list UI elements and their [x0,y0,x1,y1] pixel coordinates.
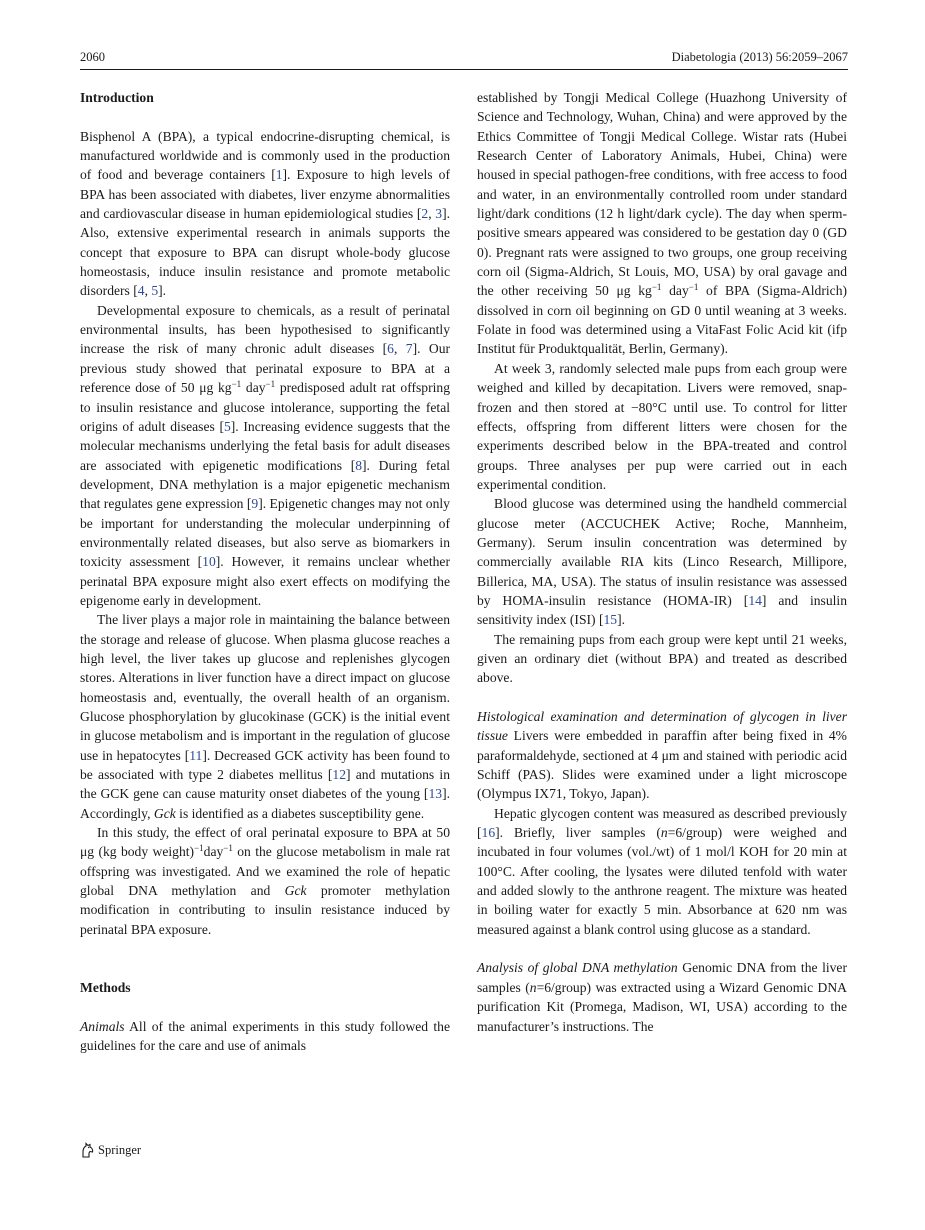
ref-link[interactable]: 7 [405,341,413,357]
methods-paragraph-glycogen: Hepatic glycogen content was measured as described previously [16]. Briefly, liver samples (n=6/group) were weighed and incubated in four volumes (vol./wt) of 1 mol/l KOH for 20 min at 100°C. After cooling, the lysates were diluted tenfold with water and added slowly to the anthrone reagent. The mixture was heated in boiling water for exactly 5 min. Absorbance at 620 nm was measured against a blank control using glucose as a standard. [477,805,847,937]
ref-link[interactable]: 1 [275,167,283,183]
histology-label: Histological examination and determination of glycogen in liver tissue [477,709,847,744]
methods-heading: Methods [80,979,131,995]
methods-paragraph-glucose: Blood glucose was determined using the handheld commercial glucose meter (ACCUCHEK Active; Roche, Mannheim, Germany). Serum insulin concentration was determined by commercially available RIA kits (Linco Research, Millipore, Billerica, MA, USA). The status of insulin resistance was assessed by HOMA-insulin resistance (HOMA-IR) [14] and insulin sensitivity index (ISI) [15]. [477,496,847,628]
journal-citation: Diabetologia (2013) 56:2059–2067 [671,50,848,64]
intro-paragraph-4: In this study, the effect of oral perinatal exposure to BPA at 50 μg (kg body weight)$^{-1}$day$^{-1}$ on the glucose metabolism in male rat offspring was investigated. And we examined the role of hepatic global DNA methylation and Gck promoter methylation modification in contributing to insulin resistance induced by perinatal BPA exposure. [80,825,450,937]
ref-link[interactable]: 12 [332,767,347,783]
ref-link[interactable]: 6 [387,341,394,357]
ref-link[interactable]: 16 [481,825,496,841]
ref-link[interactable]: 8 [355,457,363,473]
right-column [477,88,847,1036]
methods-paragraph-week3: At week 3, randomly selected male pups from each group were weighed and killed by decapitation. Livers were removed, snap-frozen and then stored at −80°C until use. To control for litter effects, offspring from different litters were chosen for the experiments described below in the BPA-treated and control groups. Three analyses per pup were carried out in each experimental condition. [477,360,847,492]
header-rule [80,69,848,70]
animals-label: Animals [80,1018,125,1034]
ref-link[interactable]: 5 [151,283,159,299]
dna-methylation-label: Analysis of global DNA methylation [477,960,678,976]
ref-link[interactable]: 3 [435,206,443,222]
ref-link[interactable]: 13 [428,786,443,802]
intro-paragraph-2: Developmental exposure to chemicals, as a result of perinatal environmental insults, has been hypothesised to significantly increase the risk of many chronic adult diseases [6, 7]. Our previous study showed that perinatal exposure to BPA at a reference dose of 50 μg $kg^{-1}$ day$^{-1}$ predisposed adult rat offspring to insulin resistance and glucose intolerance, supporting the fetal origins of adult diseases [5]. Increasing evidence suggests that the molecular mechanisms underlying the fetal basis for adult diseases are associated with epigenetic modifications [8]. During fetal development, DNA methylation is a major epigenetic mechanism that regulates gene expression [9]. Epigenetic changes may not only be important for understanding the molecular underpinning of environmentally related diseases, but also serve as biomarkers in toxicity assessment [10]. However, it remains unclear whether perinatal BPA exposure might also exert effects on modifying the epigenome early in development. [80,302,451,608]
intro-paragraph-3: The liver plays a major role in maintaining the balance between the storage and release of glucose. When plasma glucose reaches a high level, the liver takes up glucose and replenishes glycogen stores. Alterations in liver function have a direct impact on glucose homeostasis and, eventually, the overall health of an organism. Glucose phosphorylation by glucokinase (GCK) is the initial event in glucose metabolism and is important in the regulation of glucose use in hepatocytes [11]. Decreased GCK activity has been found to be associated with type 2 diabetes mellitus [12] and mutations in the GCK gene can cause maturity onset diabetes of the young [13]. Accordingly, Gck is identified as a diabetes susceptibility gene. [80,612,450,821]
intro-paragraph-1: Bisphenol A (BPA), a typical endocrine-disrupting chemical, is manufactured worldwide and is commonly used in the production of food and beverage containers [1]. Exposure to high levels of BPA has been associated with diabetes, liver enzyme abnormalities and cardiovascular disease in human epidemiological studies [2, 3]. Also, extensive experimental research in animals supports the concept that exposure to BPA can disrupt whole-body glucose homeostasis, induce insulin resistance and promote metabolic disorders [4, 5]. [80,128,451,299]
ref-link[interactable]: 11 [189,747,203,763]
introduction-heading: Introduction [80,90,154,105]
ref-link[interactable]: 9 [251,496,259,512]
ref-link[interactable]: 4 [137,283,145,299]
ref-link[interactable]: 10 [202,554,216,570]
ref-link[interactable]: 5 [223,418,231,434]
left-column [80,88,450,1055]
ref-link[interactable]: 14 [748,592,762,608]
methods-dna-methylation-paragraph: Analysis of global DNA methylation Genomic DNA from the liver samples (n=6/group) was extracted using a Wizard Genomic DNA purification Kit (Promega, Madison, WI, USA) according to the manufacturer’s instructions. The [477,960,847,1034]
publisher-name: Springer [98,1142,142,1157]
springer-horse-icon [80,1142,95,1158]
methods-histology-paragraph: Histological examination and determination of glycogen in liver tissue Livers were embedded in paraffin after being fixed in 4% paraformaldehyde, sectioned at 4 μm and stained with periodic acid Schiff (PAS). Slides were examined under a light microscope (Olympus IX71, Tokyo, Japan). [477,709,847,802]
page-footer [80,1140,141,1160]
methods-paragraph-remaining: The remaining pups from each group were kept until 21 weeks, given an ordinary diet (without BPA) and treated as described above. [477,631,847,686]
ref-link[interactable]: 2 [421,206,429,222]
ref-link[interactable]: 15 [603,612,618,628]
methods-animals-continued: established by Tongji Medical College (Huazhong University of Science and Technology, Wuhan, China) and were approved by the Ethics Committee of Tongji Medical College. Wistar rats (Hubei Research Center of Laboratory Animals, Hubei, China) were housed in special pathogen-free conditions, with free access to food and water, in an environmentally controlled room under standard light/dark conditions (12 h light/dark cycle). The day when sperm-positive smears appeared was considered to be gestation day 0 (GD 0). Pregnant rats were assigned to two groups, one group receiving corn oil (Sigma-Aldrich, St Louis, MO, USA) by oral gavage and the other receiving 50 μg $kg^{-1}$ day$^{-1}$ of BPA (Sigma-Aldrich) dissolved in corn oil beginning on GD 0 until weaning at 3 weeks. Folate in food was determined using a VitaFast Folic Acid kit (ifp Institut für Produktqualität, Berlin, Germany). [477,90,848,357]
running-header [80,50,848,68]
page-number: 2060 [80,50,105,64]
methods-animals-paragraph: Animals All of the animal experiments in this study followed the guidelines for the care and use of animals [80,1018,450,1053]
